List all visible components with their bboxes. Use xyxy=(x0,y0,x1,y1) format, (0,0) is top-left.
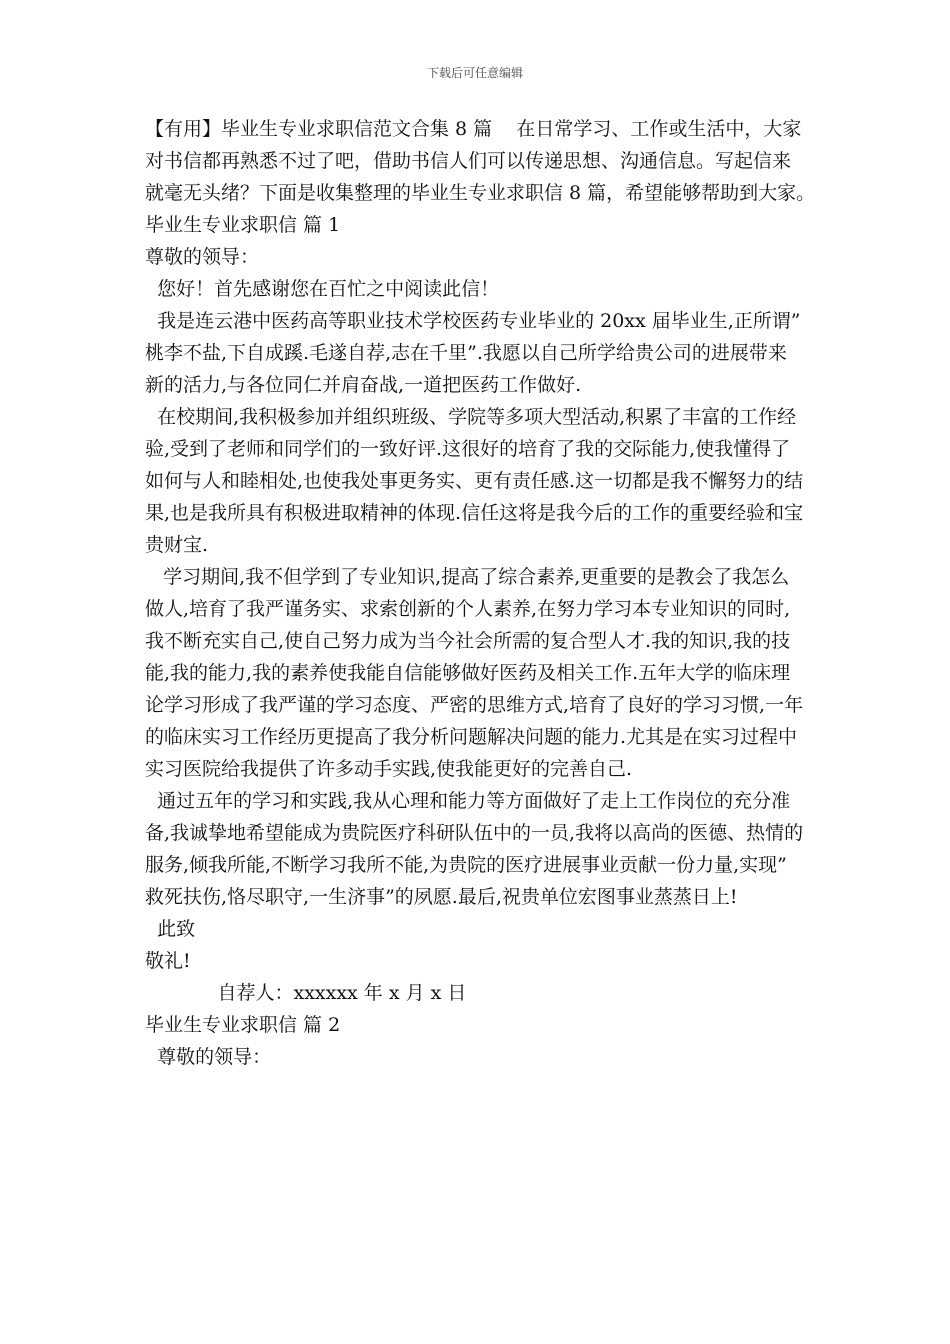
paragraph-3-line: 的临床实习工作经历更提高了我分析问题解决问题的能力.尤其是在实习过程中 xyxy=(145,726,798,748)
paragraph-4-line: 备,我诚挚地希望能成为贵院医疗科研队伍中的一员,我将以高尚的医德、热情的 xyxy=(145,822,804,844)
paragraph-3-line: 做人,培育了我严谨务实、求索创新的个人素养,在努力学习本专业知识的同时, xyxy=(145,598,791,620)
page-header: 下载后可任意编辑 xyxy=(426,66,523,80)
paragraph-4-line: 服务,倾我所能,不断学习我所不能,为贵院的医疗进展事业贡献一份力量,实现” xyxy=(145,854,787,876)
paragraph-4-line: 通过五年的学习和实践,我从心理和能力等方面做好了走上工作岗位的充分准 xyxy=(145,790,791,812)
document-body xyxy=(145,113,816,1073)
paragraph-1-line: 我是连云港中医药高等职业技术学校医药专业毕业的 20xx 届毕业生,正所谓” xyxy=(145,310,801,332)
paragraph-4-line: 救死扶伤,恪尽职守,一生济事”的夙愿.最后,祝贵单位宏图事业蒸蒸日上! xyxy=(145,886,738,908)
paragraph-3-line: 实习医院给我提供了许多动手实践,使我能更好的完善自己. xyxy=(145,758,633,780)
paragraph-1-line: 新的活力,与各位同仁并肩奋战,一道把医药工作做好. xyxy=(145,374,582,396)
greeting-line: 您好！首先感谢您在百忙之中阅读此信！ xyxy=(145,278,500,300)
paragraph-3-line: 我不断充实自己,使自己努力成为当今社会所需的复合型人才.我的知识,我的技 xyxy=(145,630,791,652)
section-title-1: 毕业生专业求职信 篇 1 xyxy=(145,214,341,236)
paragraph-2-line: 在校期间,我积极参加并组织班级、学院等多项大型活动,积累了丰富的工作经 xyxy=(145,406,797,428)
paragraph-2-line: 贵财宝. xyxy=(145,534,209,556)
paragraph-2-line: 如何与人和睦相处,也使我处事更务实、更有责任感.这一切都是我不懈努力的结 xyxy=(145,470,804,492)
paragraph-3-line: 能,我的能力,我的素养使我能自信能够做好医药及相关工作.五年大学的临床理 xyxy=(145,662,791,684)
intro-line: 对书信都再熟悉不过了吧，借助书信人们可以传递思想、沟通信息。写起信来 xyxy=(145,150,792,172)
salutation-2: 尊敬的领导： xyxy=(145,1046,272,1068)
closing-line: 敬礼! xyxy=(145,950,191,972)
section-title-2: 毕业生专业求职信 篇 2 xyxy=(145,1014,341,1036)
closing-line: 此致 xyxy=(145,918,196,940)
intro-line: 就毫无头绪？下面是收集整理的毕业生专业求职信 8 篇，希望能够帮助到大家。 xyxy=(145,182,816,204)
salutation-1: 尊敬的领导： xyxy=(145,246,260,268)
paragraph-2-line: 验,受到了老师和同学们的一致好评.这很好的培育了我的交际能力,使我懂得了 xyxy=(145,438,791,460)
paragraph-1-line: 桃李不盐,下自成蹊.毛遂自荐,志在千里”.我愿以自己所学给贵公司的进展带来 xyxy=(145,342,787,364)
paragraph-3-line: 论学习形成了我严谨的学习态度、严密的思维方式,培育了良好的学习习惯,一年 xyxy=(145,694,804,716)
signature-line: 自荐人：xxxxxx 年 x 月 x 日 xyxy=(145,982,467,1004)
paragraph-3-line: 学习期间,我不但学到了专业知识,提高了综合素养,更重要的是教会了我怎么 xyxy=(145,566,790,588)
intro-line: 【有用】毕业生专业求职信范文合集 8 篇 在日常学习、工作或生活中，大家 xyxy=(145,118,802,140)
paragraph-2-line: 果,也是我所具有积极进取精神的体现.信任这将是我今后的工作的重要经验和宝 xyxy=(145,502,804,524)
